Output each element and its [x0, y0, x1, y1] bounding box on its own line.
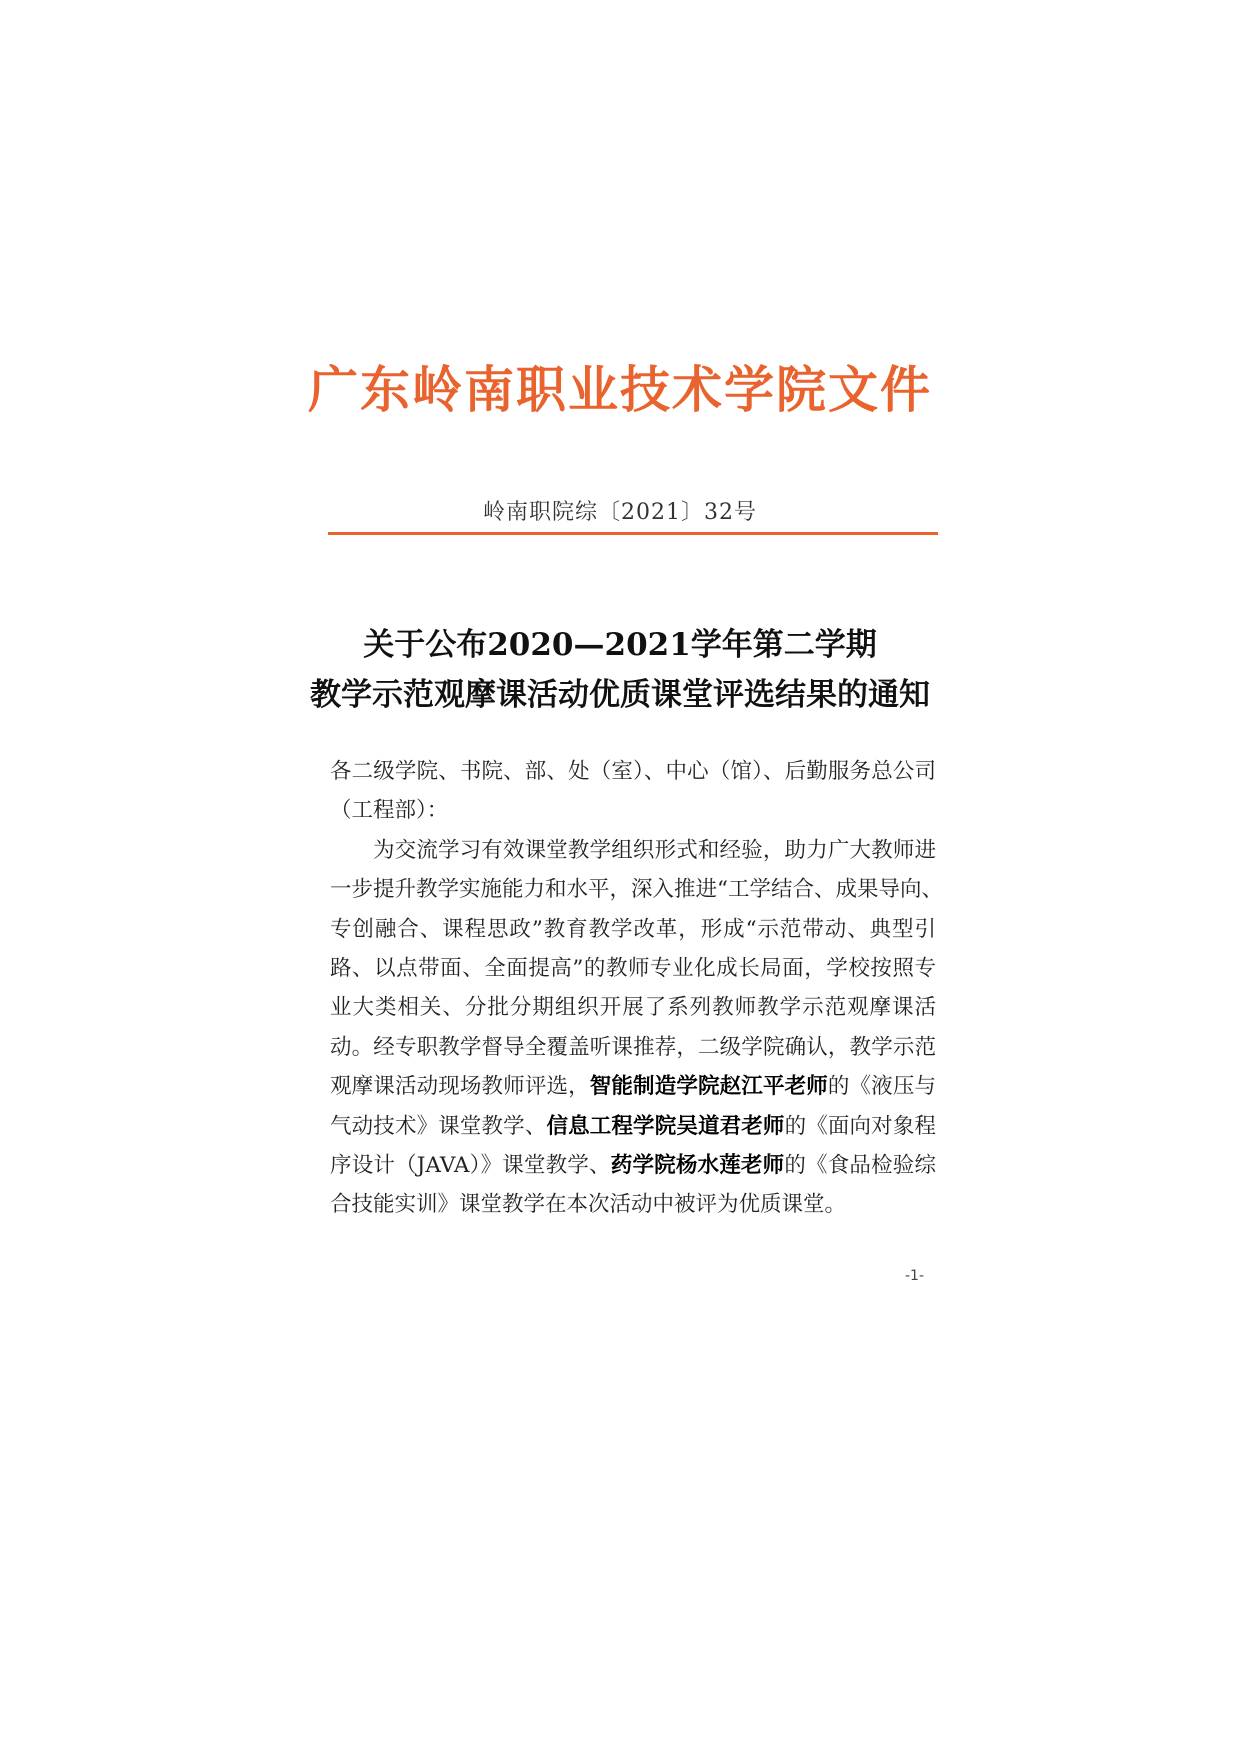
awardee-name: 药学院杨水莲老师	[610, 1152, 785, 1178]
paragraph-text: 气动技术》课堂教学、	[330, 1113, 547, 1139]
paragraph-line	[330, 1107, 936, 1146]
issuer-title: 广东岭南职业技术学院文件	[308, 360, 932, 419]
paragraph-text: 的《液压与	[827, 1074, 936, 1100]
notice-body	[330, 752, 943, 1225]
recipients-line-1: 各二级学院、书院、部、处（室）、中心（馆）、后勤服务总公司	[330, 759, 936, 784]
paragraph-line: 一步提升教学实施能力和水平，深入推进“工学结合、成果导向、	[330, 877, 943, 903]
document-number: 岭南职院综〔2021〕32号	[483, 500, 757, 525]
red-divider-line	[328, 532, 938, 535]
paragraph-line: 路、以点带面、全面提高”的教师专业化成长局面，学校按照专	[330, 955, 936, 981]
awardee-name: 智能制造学院赵江平老师	[589, 1074, 828, 1100]
page-number: -1-	[905, 1268, 925, 1284]
paragraph-line: 业大类相关、分批分期组织开展了系列教师教学示范观摩课活	[330, 995, 936, 1021]
paragraph-text: 观摩课活动现场教师评选，	[330, 1074, 590, 1100]
paragraph-line: 合技能实训》课堂教学在本次活动中被评为优质课堂。	[330, 1192, 847, 1218]
notice-title-line-1: 关于公布2020—2021学年第二学期	[363, 627, 877, 663]
paragraph-line: 专创融合、课程思政”教育教学改革，形成“示范带动、典型引	[330, 916, 936, 942]
notice-title	[0, 620, 1240, 720]
recipients-line-2: （工程部）：	[330, 798, 449, 824]
awardee-name: 信息工程学院吴道君老师	[546, 1113, 785, 1139]
paragraph-line: 为交流学习有效课堂教学组织形式和经验，助力广大教师进	[373, 837, 936, 863]
paragraph-line	[330, 1067, 936, 1106]
paragraph-text: 的《面向对象程	[784, 1113, 936, 1139]
notice-title-line-2: 教学示范观摩课活动优质课堂评选结果的通知	[310, 677, 930, 713]
paragraph-text: 序设计（JAVA）》课堂教学、	[330, 1152, 611, 1178]
paragraph-text: 的《食品检验综	[784, 1152, 936, 1178]
paragraph-line	[330, 1146, 936, 1185]
paragraph-line: 动。经专职教学督导全覆盖听课推荐，二级学院确认，教学示范	[330, 1034, 936, 1060]
